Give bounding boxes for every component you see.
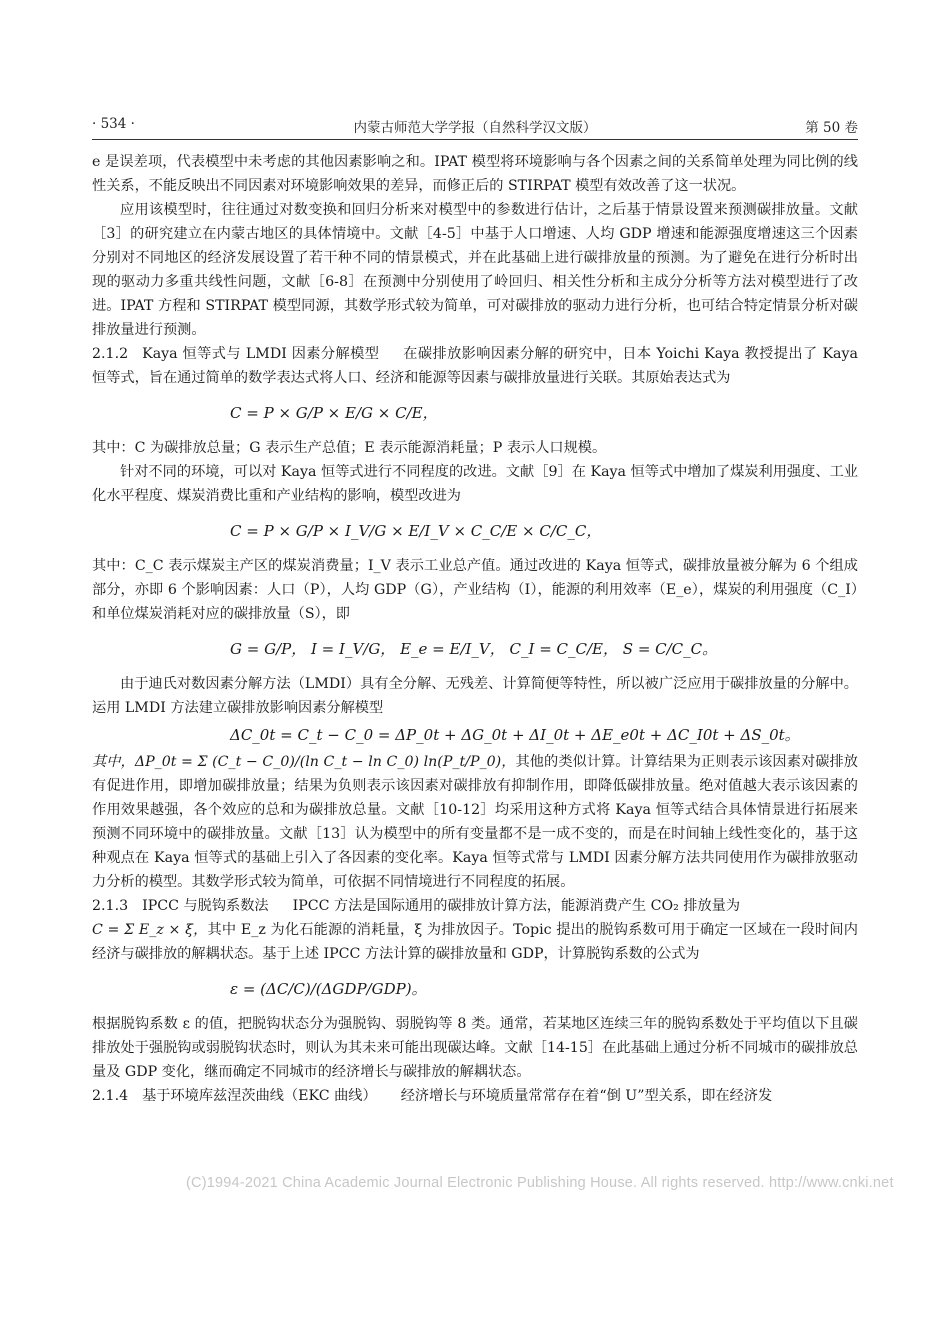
inline-equation: 其中，ΔP_0t = Σ (C_t − C_0)/(ln C_t − ln C_0) ln(P_t/P_0)， <box>92 754 516 770</box>
section-text: 在碳排放影响因素分解的研究中，日本 Yoichi Kaya 教授提出了 Kaya 恒等式，旨在通过简单的数学表达式将人口、经济和能源等因素与碳排放量进行关联。其原始表达式为 <box>92 346 858 386</box>
page-number: · 534 · <box>92 116 135 132</box>
volume-label: 第 50 卷 <box>805 120 858 136</box>
paragraph-text: 其中 E_z 为化石能源的消耗量，ξ 为排放因子。Topic 提出的脱钩系数可用于确定一区域在一段时间内经济与碳排放的解耦状态。基于上述 IPCC 方法计算的碳排放量和 GDP，计算脱钩系数的公式为 <box>92 922 858 962</box>
copyright-watermark: (C)1994-2021 China Academic Journal Electronic Publishing House. All rights reserved. http://www.cnki.net <box>186 1175 894 1191</box>
paragraph: e 是误差项，代表模型中未考虑的其他因素影响之和。IPAT 模型将环境影响与各个因素之间的关系简单处理为同比例的线性关系，不能反映出不同因素对环境影响效果的差异，而修正后的 STIRPAT 模型有效改善了这一状况。 <box>92 154 858 194</box>
journal-title: 内蒙古师范大学学报（自然科学汉文版） <box>353 120 597 136</box>
paragraph: 其中：C 为碳排放总量；G 表示生产总值；E 表示能源消耗量；P 表示人口规模。 <box>92 440 607 456</box>
equation-factors: G = G/P， I = I_V/G， E_e = E/I_V， C_I = C_C/E， S = C/C_C。 <box>230 640 718 658</box>
paragraph <box>92 750 858 894</box>
paragraph-text: 其他的类似计算。计算结果为正则表示该因素对碳排放有促进作用，即增加碳排放量；结果为负则表示该因素对碳排放有抑制作用，即降低碳排放量。绝对值越大表示该因素的作用效果越强，各个效应的总和为碳排放总量。文献［10-12］均采用这种方式将 Kaya 恒等式结合具体情景进行拓展来预测不同环境中的碳排放量。文献［13］认为模型中的所有变量都不是一成不变的，而是在时间轴上线性变化的，基于这种观点在 Kaya 恒等式的基础上引入了各因素的变化率。Kaya 恒等式常与 LMDI 因素分解方法共同使用作为碳排放驱动力分析的模型。其数学形式较为简单，可依据不同情境进行不同程度的拓展。 <box>92 754 858 890</box>
section-2-1-3 <box>92 894 858 918</box>
section-title: Kaya 恒等式与 LMDI 因素分解模型 <box>142 346 380 362</box>
section-text: 经济增长与环境质量常常存在着“倒 U”型关系，即在经济发 <box>400 1088 773 1104</box>
section-2-1-4 <box>92 1084 858 1108</box>
equation-kaya: C = P × G/P × E/G × C/E， <box>230 404 438 422</box>
equation-kaya-extended: C = P × G/P × I_V/G × E/I_V × C_C/E × C/C_C， <box>230 522 602 540</box>
equation-decoupling: ε = (ΔC/C)/(ΔGDP/GDP)。 <box>230 980 427 998</box>
section-title: 基于环境库兹涅茨曲线（EKC 曲线） <box>142 1088 377 1104</box>
paragraph <box>92 918 858 966</box>
paragraph: 针对不同的环境，可以对 Kaya 恒等式进行不同程度的改进。文献［9］在 Kaya 恒等式中增加了煤炭利用强度、工业化水平程度、煤炭消费比重和产业结构的影响，模型改进为 <box>92 464 858 504</box>
section-text: IPCC 方法是国际通用的碳排放计算方法，能源消费产生 CO₂ 排放量为 <box>292 898 741 914</box>
running-header <box>92 112 858 136</box>
section-number: 2.1.4 <box>92 1088 129 1104</box>
section-2-1-2 <box>92 342 858 390</box>
section-title: IPCC 与脱钩系数法 <box>142 898 269 914</box>
article-body <box>92 150 858 1108</box>
paragraph: 由于迪氏对数因素分解方法（LMDI）具有全分解、无残差、计算简便等特性，所以被广泛应用于碳排放量的分解中。运用 LMDI 方法建立碳排放影响因素分解模型 <box>92 676 858 716</box>
equation-lmdi: ΔC_0t = C_t − C_0 = ΔP_0t + ΔG_0t + ΔI_0t + ΔE_e0t + ΔC_I0t + ΔS_0t。 <box>230 726 800 744</box>
header-rule <box>92 139 858 140</box>
paragraph: 应用该模型时，往往通过对数变换和回归分析来对模型中的参数进行估计，之后基于情景设置来预测碳排放量。文献［3］的研究建立在内蒙古地区的具体情境中。文献［4-5］中基于人口增速、人均 GDP 增速和能源强度增速这三个因素分别对不同地区的经济发展设置了若干种不同的情景模式，并在此基础上进行碳排放量的预测。为了避免在进行分析时出现的驱动力多重共线性问题，文献［6-8］在预测中分别使用了岭回归、相关性分析和主成分分析等方法对模型进行了改进。IPAT 方程和 STIRPAT 模型同源，其数学形式较为简单，可对碳排放的驱动力进行分析，也可结合特定情景分析对碳排放量进行预测。 <box>92 202 858 338</box>
section-number: 2.1.2 <box>92 346 129 362</box>
section-number: 2.1.3 <box>92 898 129 914</box>
inline-equation: C = Σ E_z × ξ， <box>92 922 208 938</box>
paragraph: 其中：C_C 表示煤炭主产区的煤炭消费量；I_V 表示工业总产值。通过改进的 Kaya 恒等式，碳排放量被分解为 6 个组成部分，亦即 6 个影响因素：人口（P），人均 GDP（G），产业结构（I），能源的利用效率（E_e），煤炭的利用强度（C_I）和单位煤炭消耗对应的碳排放量（S），即 <box>92 558 858 622</box>
paragraph: 根据脱钩系数 ε 的值，把脱钩状态分为强脱钩、弱脱钩等 8 类。通常，若某地区连续三年的脱钩系数处于平均值以下且碳排放处于强脱钩或弱脱钩状态时，则认为其未来可能出现碳达峰。文献［14-15］在此基础上通过分析不同城市的碳排放总量及 GDP 变化，继而确定不同城市的经济增长与碳排放的解耦状态。 <box>92 1016 858 1080</box>
